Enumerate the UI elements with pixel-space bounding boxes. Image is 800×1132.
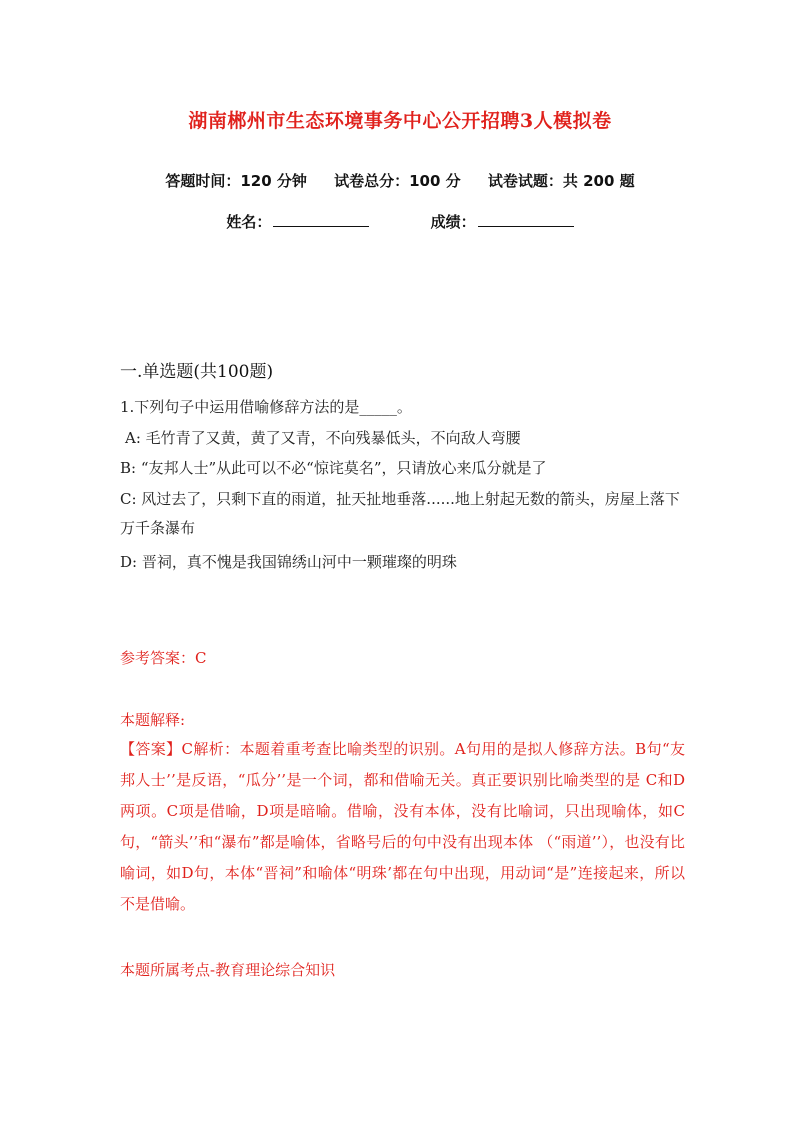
score-blank[interactable]: [478, 212, 574, 227]
explanation-heading: 本题解释:: [120, 711, 186, 729]
exam-time: 答题时间：120 分钟: [165, 172, 307, 190]
name-blank[interactable]: [273, 212, 369, 227]
candidate-fields: [0, 211, 800, 232]
option-b: B: “友邦人士”从此可以不必“惊诧莫名”，只请放心来瓜分就是了: [120, 459, 547, 477]
section-title: 一.单选题(共100题): [120, 362, 274, 382]
reference-answer: 参考答案：C: [120, 649, 207, 667]
exam-meta: [0, 170, 800, 191]
exam-title: 湖南郴州市生态环境事务中心公开招聘3人模拟卷: [188, 110, 612, 132]
exam-total-score: 试卷总分：100 分: [334, 172, 461, 190]
question-stem: 1.下列句子中运用借喻修辞方法的是_____。: [120, 398, 412, 416]
score-label: 成绩：: [430, 213, 476, 231]
option-c: C: 风过去了，只剩下直的雨道，扯天扯地垂落......地上射起无数的箭头，房屋上落下万千条瀑布: [120, 490, 680, 537]
option-a: A: 毛竹青了又黄，黄了又青，不向残暴低头，不向敌人弯腰: [125, 429, 521, 447]
name-field: [226, 211, 369, 232]
score-field: [431, 211, 574, 232]
exam-question-count: 试卷试题：共 200 题: [487, 172, 635, 190]
explanation-body: 【答案】C解析：本题着重考查比喻类型的识别。A句用的是拟人修辞方法。B句“友邦人士’’是反语，“瓜分’’是一个词，都和借喻无关。真正要识别比喻类型的是 C和D两项。C项是借喻，D项是暗喻。借喻，没有本体，没有比喻词，只出现喻体，如C句，“箭头’’和“瀑布”都是喻体，省略号后的句中没有出现本体 （“雨道’’），也没有比喻词，如D句，本体“晋祠”和喻体“明珠’都在句中出现，用动词“是”连接起来，所以不是借喻。: [120, 740, 685, 913]
name-label: 姓名：: [226, 213, 272, 231]
option-d: D: 晋祠，真不愧是我国锦绣山河中一颗璀璨的明珠: [120, 553, 457, 571]
knowledge-category: 本题所属考点-教育理论综合知识: [120, 961, 336, 979]
